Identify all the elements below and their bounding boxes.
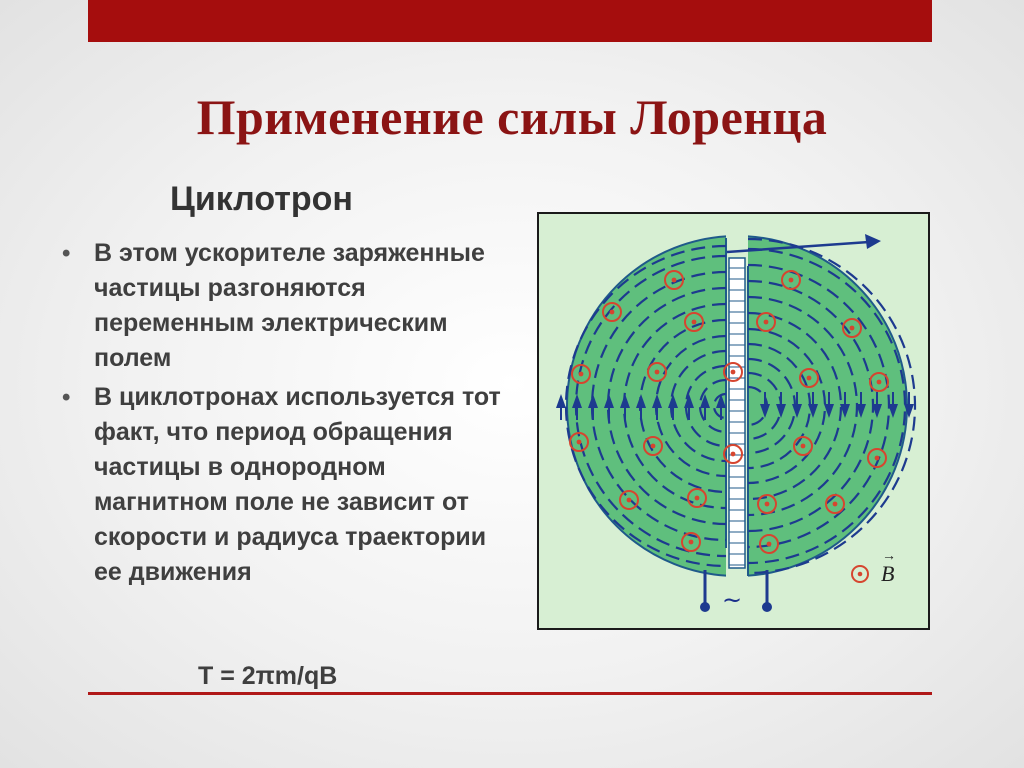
- accelerating-gap: [729, 258, 745, 568]
- bottom-divider: [88, 692, 932, 695]
- b-legend-marker-icon: [852, 566, 868, 582]
- slide-subtitle: Циклотрон: [170, 180, 353, 218]
- b-field-label: B: [881, 561, 895, 586]
- bullet-list: [62, 236, 502, 594]
- top-accent-bar: [88, 0, 932, 42]
- period-formula: T = 2πm/qB: [198, 662, 338, 690]
- slide-title: Применение силы Лоренца: [196, 89, 828, 145]
- cyclotron-svg: [539, 214, 928, 628]
- bullet-item: • В циклотронах используется тот факт, что период обращения частицы в однородном магнитном поле не зависит от скорости и радиуса траектории ее движения: [62, 380, 502, 590]
- bullet-item: • В этом ускорителе заряженные частицы разгоняются переменным электрическим полем: [62, 236, 502, 376]
- cyclotron-diagram: [537, 212, 930, 630]
- ac-source-label: ~: [722, 586, 743, 614]
- b-vector-mark: →: [882, 549, 896, 564]
